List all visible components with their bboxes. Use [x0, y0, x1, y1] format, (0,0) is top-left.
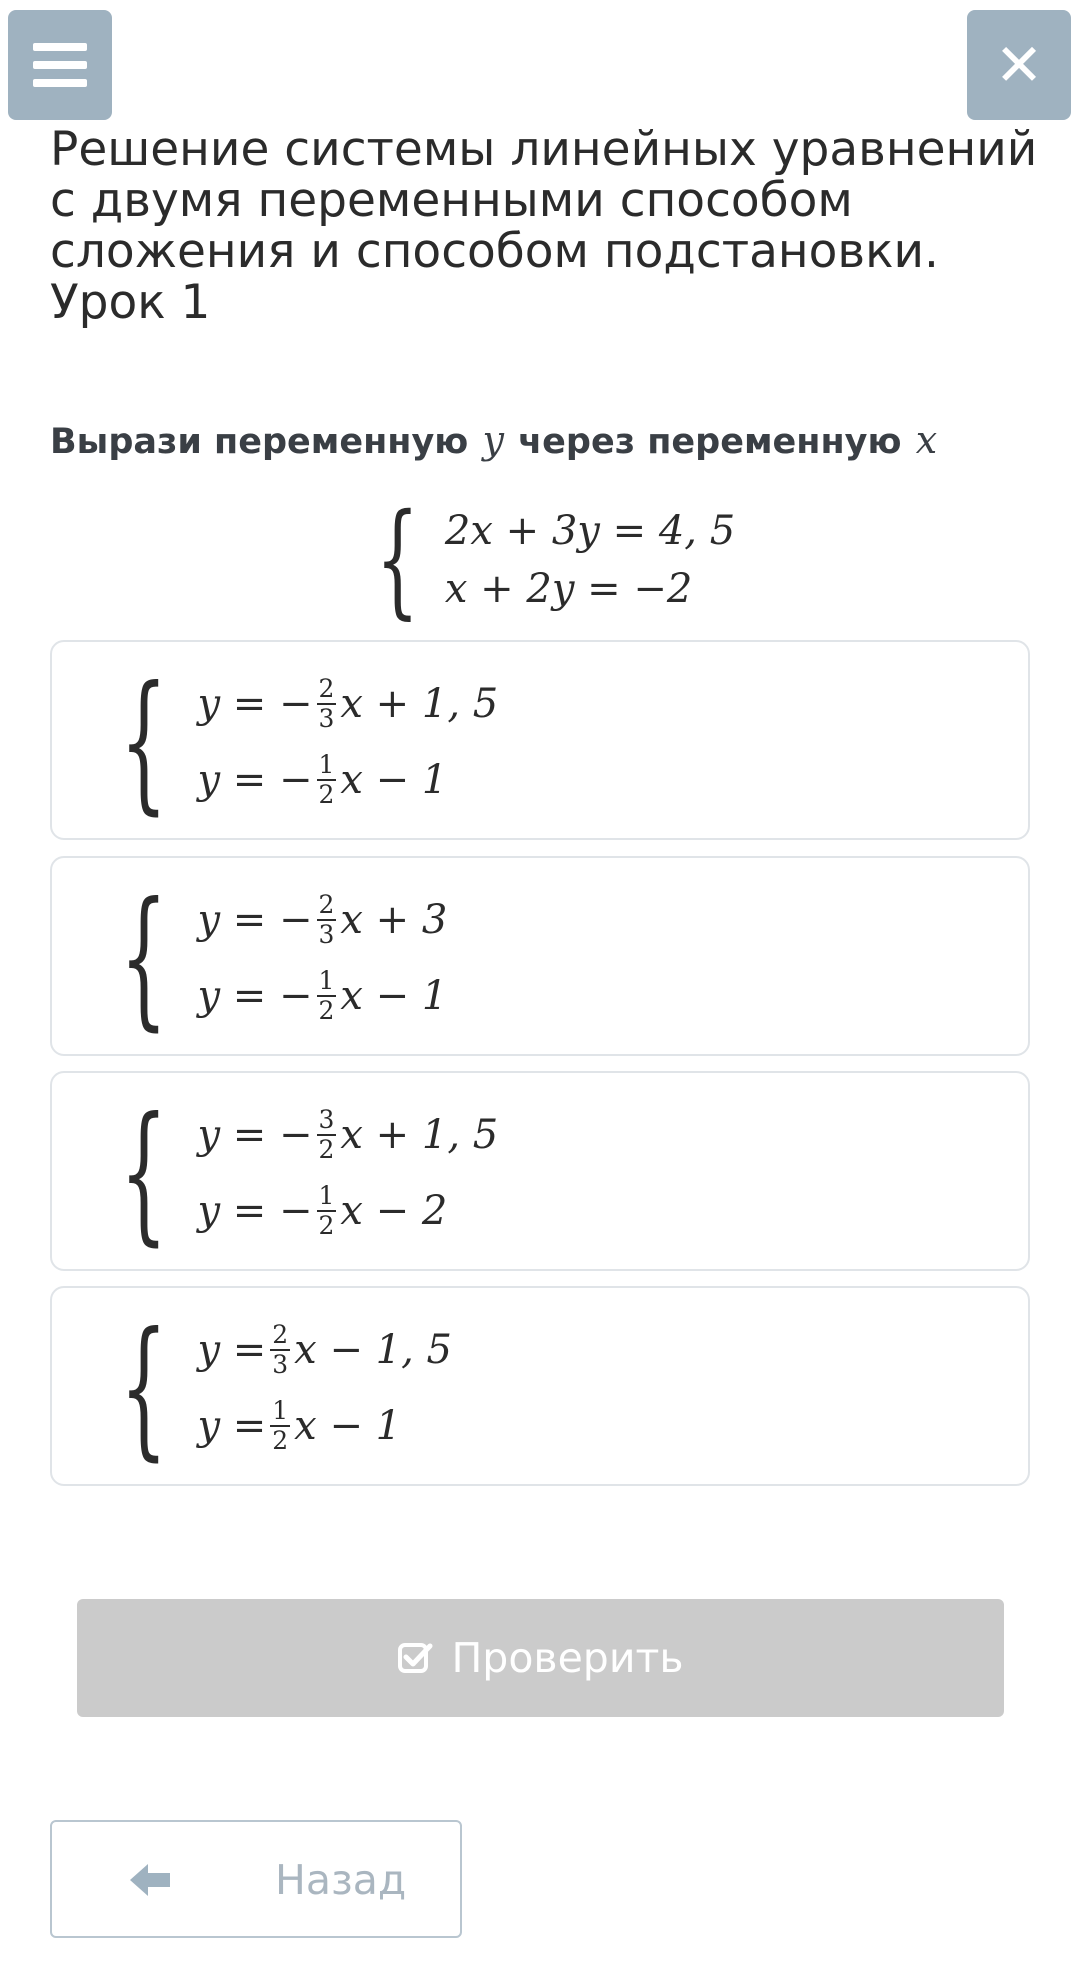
option-system [96, 871, 448, 1045]
option-equation-1: y = − $\frac{3}{2}$ x + 1, 5 [197, 1105, 499, 1164]
fraction: $\frac{2}{3}$ [318, 890, 335, 949]
answer-option-4[interactable] [50, 1286, 1030, 1486]
fraction: $\frac{1}{2}$ [272, 1396, 289, 1455]
back-button-label: Назад [275, 1856, 407, 1904]
variable-x: x [915, 418, 938, 462]
arrow-left-icon [128, 1860, 172, 1900]
fraction: $\frac{1}{2}$ [318, 750, 335, 809]
left-brace: { [119, 1086, 168, 1260]
close-button[interactable] [967, 10, 1071, 120]
fraction: $\frac{2}{3}$ [272, 1320, 289, 1379]
fraction: $\frac{1}{2}$ [318, 1181, 335, 1240]
task-prompt [50, 418, 939, 462]
option-system [96, 1301, 453, 1475]
fraction: $\frac{1}{2}$ [318, 966, 335, 1025]
option-equation-2: y = − $\frac{1}{2}$ x − 2 [197, 1181, 448, 1240]
left-brace: { [119, 655, 168, 829]
option-equation-1: y = − $\frac{2}{3}$ x + 1, 5 [197, 674, 499, 733]
option-equation-2: y = $\frac{1}{2}$ x − 1 [197, 1396, 402, 1455]
given-equation-2: x + 2y = −2 [444, 566, 693, 612]
check-button-label: Проверить [451, 1634, 684, 1682]
menu-button[interactable] [8, 10, 112, 120]
prompt-start: Вырази переменную [50, 422, 469, 462]
answer-option-1[interactable] [50, 640, 1030, 840]
option-system [96, 655, 499, 829]
given-system [358, 488, 736, 632]
prompt-mid: через переменную [518, 422, 902, 462]
option-system [96, 1086, 499, 1260]
answer-option-2[interactable] [50, 856, 1030, 1056]
fraction: $\frac{2}{3}$ [318, 674, 335, 733]
left-brace: { [119, 871, 168, 1045]
option-equation-2: y = − $\frac{1}{2}$ x − 1 [197, 966, 448, 1025]
left-brace: { [119, 1301, 168, 1475]
lesson-title: Решение системы линейных уравнений с двумя переменными способом сложения и способом подстановки. Урок 1 [50, 122, 1038, 330]
answer-option-3[interactable] [50, 1071, 1030, 1271]
close-icon: ✕ [994, 31, 1044, 99]
fraction: $\frac{3}{2}$ [318, 1105, 335, 1164]
variable-y: y [482, 418, 504, 462]
option-equation-2: y = − $\frac{1}{2}$ x − 1 [197, 750, 448, 809]
checkbox-check-icon [397, 1640, 433, 1676]
option-equation-1: y = $\frac{2}{3}$ x − 1, 5 [197, 1320, 453, 1379]
given-equation-1: 2x + 3y = 4, 5 [444, 508, 736, 554]
option-equation-1: y = − $\frac{2}{3}$ x + 3 [197, 890, 448, 949]
left-brace: { [375, 488, 420, 632]
hamburger-menu-icon [33, 43, 87, 87]
check-button[interactable] [77, 1599, 1004, 1717]
back-button[interactable] [50, 1820, 462, 1938]
